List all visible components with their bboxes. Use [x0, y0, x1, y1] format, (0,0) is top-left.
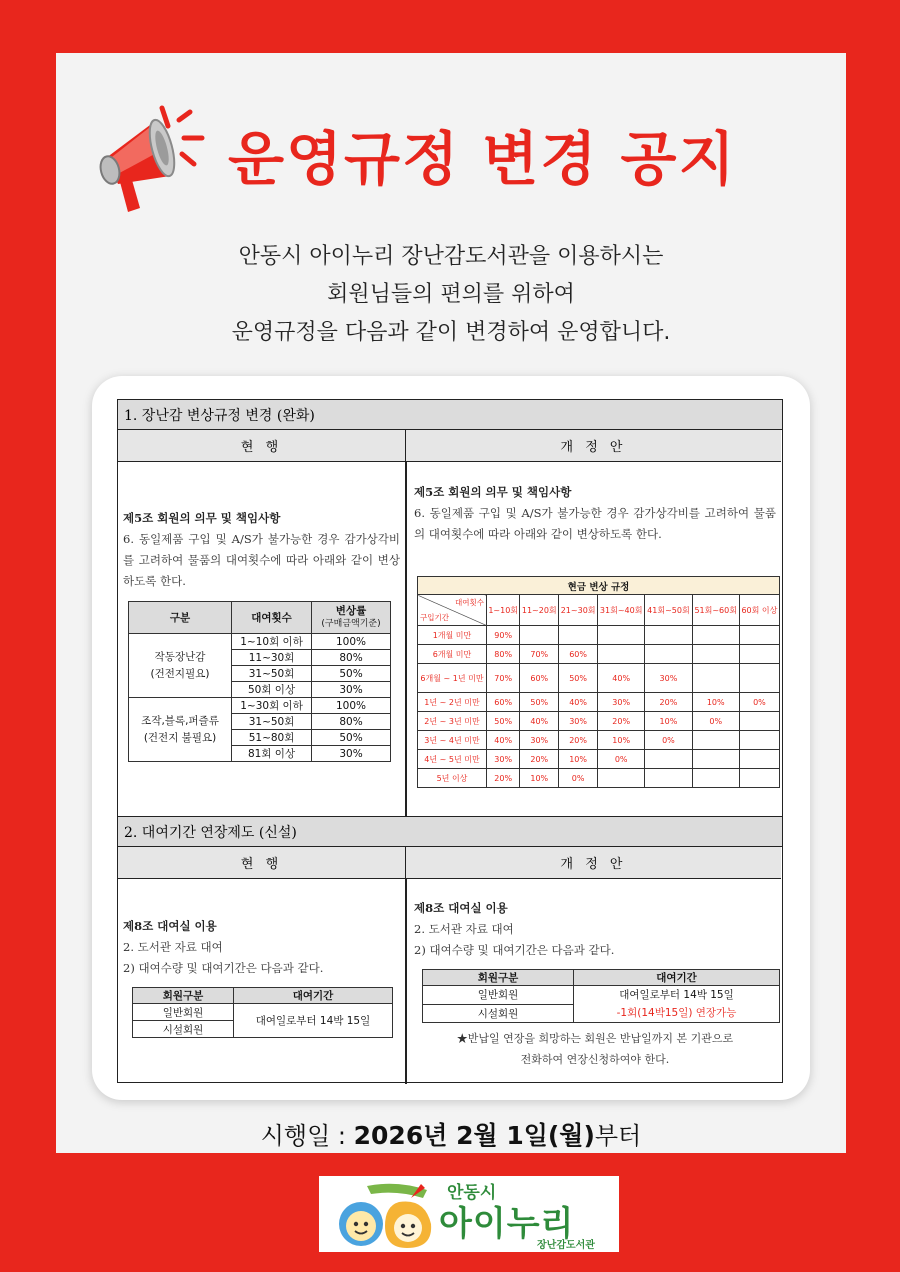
row-label: 6개월 미만	[418, 645, 487, 664]
section2-current-text	[123, 916, 400, 979]
section1-divider	[405, 462, 407, 816]
table-cell: 70%	[520, 645, 559, 664]
table-cell: 0%	[645, 731, 692, 750]
table-header	[312, 602, 391, 634]
table-cell: 50%	[312, 666, 391, 682]
article-body: 6. 동일제품 구입 및 A/S가 불가능한 경우 감가상각비를 고려하여 물품의 대여횟수에 따라 아래와 같이 변상하도록 한다.	[414, 506, 776, 541]
table-cell: 31~50회	[232, 714, 312, 730]
table-cell: 30%	[312, 682, 391, 698]
table-cell: 50%	[312, 730, 391, 746]
table-cell	[692, 769, 739, 788]
rental-period-table-current	[132, 987, 393, 1038]
table-cell: 0%	[598, 750, 645, 769]
table-cell	[692, 664, 739, 693]
cash-compensation-table	[417, 576, 780, 788]
megaphone-icon	[84, 100, 214, 220]
table-cell: 51~80회	[232, 730, 312, 746]
regulation-frame	[117, 399, 783, 1083]
table-row	[418, 693, 780, 712]
article-line: 2. 도서관 자료 대여	[123, 940, 223, 954]
group-label-sub: (건전지 불필요)	[143, 731, 217, 744]
table-cell	[520, 626, 559, 645]
logo-name: 아이누리	[439, 1204, 575, 1244]
extension-note	[414, 1028, 776, 1070]
table-cell: 1~30회 이하	[232, 698, 312, 714]
table-cell	[692, 750, 739, 769]
table-cell	[739, 731, 779, 750]
table-cell: 10%	[559, 750, 598, 769]
table-cell: 10%	[645, 712, 692, 731]
mascot-icon	[327, 1176, 447, 1252]
table-header: 구분	[129, 602, 232, 634]
section1-current-text	[123, 508, 400, 592]
table-header: 대여기간	[234, 988, 393, 1004]
table-cell: 40%	[598, 664, 645, 693]
intro-line: 안동시 아이누리 장난감도서관을 이용하시는	[238, 244, 664, 269]
section2-title: 2. 대여기간 연장제도 (신설)	[118, 817, 782, 847]
article-heading: 제5조 회원의 의무 및 책임사항	[414, 485, 572, 499]
table-cell	[645, 626, 692, 645]
table-cell: 30%	[645, 664, 692, 693]
table-cell	[598, 769, 645, 788]
section1-title: 1. 장난감 변상규정 변경 (완화)	[118, 400, 782, 430]
table-cell: 90%	[487, 626, 520, 645]
table-cell	[739, 769, 779, 788]
table-cell	[645, 750, 692, 769]
table-cell: 50%	[520, 693, 559, 712]
column-header: 1~10회	[487, 595, 520, 626]
table-header-sub: (구매금액기준)	[321, 618, 381, 629]
table-row	[418, 712, 780, 731]
table-cell: 시설회원	[133, 1021, 234, 1038]
table-cell: 60%	[559, 645, 598, 664]
effective-suffix: 부터	[594, 1122, 642, 1150]
table-cell: 30%	[520, 731, 559, 750]
section2-revised-text	[414, 898, 776, 961]
group-label	[129, 698, 232, 762]
row-label: 4년 ~ 5년 미만	[418, 750, 487, 769]
table-cell	[692, 626, 739, 645]
column-header: 21~30회	[559, 595, 598, 626]
corner-cell	[418, 595, 487, 626]
row-label: 6개월 ~ 1년 미만	[418, 664, 487, 693]
article-line: 2) 대여수량 및 대여기간은 다음과 같다.	[123, 961, 324, 975]
table-cell: 80%	[312, 714, 391, 730]
table-cell: 31~50회	[232, 666, 312, 682]
table-cell: 40%	[520, 712, 559, 731]
table-cell: 0%	[739, 693, 779, 712]
article-line: 2. 도서관 자료 대여	[414, 922, 514, 936]
table-cell	[598, 645, 645, 664]
effective-date	[56, 1116, 846, 1152]
table-cell: 60%	[520, 664, 559, 693]
table-cell	[739, 712, 779, 731]
table-cell: 70%	[487, 664, 520, 693]
table-cell: 0%	[692, 712, 739, 731]
effective-prefix: 시행일 :	[260, 1122, 354, 1150]
table-cell: 50%	[559, 664, 598, 693]
table-cell: 30%	[487, 750, 520, 769]
rental-period-table-revised	[422, 969, 780, 1023]
section1-current-header: 현 행	[118, 430, 406, 462]
article-heading: 제8조 대여실 이용	[123, 919, 217, 933]
period-text: 대여일로부터 14박 15일	[619, 989, 734, 1001]
table-cell: 50회 이상	[232, 682, 312, 698]
note-line: 전화하여 연장신청하여야 한다.	[520, 1053, 670, 1066]
table-cell: 20%	[645, 693, 692, 712]
table-row	[418, 626, 780, 645]
section2-revised-header: 개 정 안	[406, 847, 781, 879]
table-cell: 40%	[559, 693, 598, 712]
article-body: 6. 동일제품 구입 및 A/S가 불가능한 경우 감가상각비를 고려하여 물품의 대여횟수에 따라 아래와 같이 변상하도록 한다.	[123, 532, 400, 588]
table-header: 대여기간	[574, 970, 780, 986]
extension-text: -1회(14박15일) 연장가능	[616, 1007, 737, 1019]
section2-current-header: 현 행	[118, 847, 406, 879]
intro-line: 회원님들의 편의를 위하여	[327, 282, 575, 307]
table-cell: 80%	[487, 645, 520, 664]
table-row	[418, 769, 780, 788]
row-label: 1개월 미만	[418, 626, 487, 645]
group-label-sub: (건전지필요)	[150, 667, 210, 680]
row-label: 3년 ~ 4년 미만	[418, 731, 487, 750]
intro-text	[56, 238, 846, 352]
table-cell: 11~30회	[232, 650, 312, 666]
table-header: 회원구분	[423, 970, 574, 986]
table-cell: 20%	[598, 712, 645, 731]
column-header: 51회~60회	[692, 595, 739, 626]
row-label: 5년 이상	[418, 769, 487, 788]
column-header: 41회~50회	[645, 595, 692, 626]
corner-bottom: 구입기간	[420, 613, 449, 622]
table-cell	[739, 664, 779, 693]
column-header: 60회 이상	[739, 595, 779, 626]
table-cell: 100%	[312, 634, 391, 650]
table-cell: 40%	[487, 731, 520, 750]
row-label: 1년 ~ 2년 미만	[418, 693, 487, 712]
column-header: 31회~40회	[598, 595, 645, 626]
library-logo	[319, 1176, 619, 1252]
compensation-table-current	[128, 601, 391, 762]
page-title: 운영규정 변경 공지	[228, 125, 737, 193]
table-row	[418, 750, 780, 769]
table-cell: 1~10회 이하	[232, 634, 312, 650]
table-cell: 30%	[559, 712, 598, 731]
table-cell	[598, 626, 645, 645]
table-cell: 10%	[692, 693, 739, 712]
table-header-main: 변상률	[335, 604, 367, 617]
article-heading: 제8조 대여실 이용	[414, 901, 508, 915]
table-cell	[739, 750, 779, 769]
table-cell: 시설회원	[423, 1004, 574, 1023]
table-cell: 100%	[312, 698, 391, 714]
effective-date-value: 2026년 2월 1일(월)	[353, 1121, 595, 1150]
table-cell	[739, 645, 779, 664]
table-cell	[559, 626, 598, 645]
table-cell: 30%	[312, 746, 391, 762]
article-line: 2) 대여수량 및 대여기간은 다음과 같다.	[414, 943, 615, 957]
note-line: ★반납일 연장을 희망하는 회원은 반납일까지 본 기관으로	[456, 1032, 734, 1045]
table-cell: 일반회원	[423, 986, 574, 1005]
table-cell	[574, 986, 780, 1023]
group-label-main: 작동장난감	[154, 650, 206, 663]
table-header: 대여횟수	[232, 602, 312, 634]
section2-divider	[405, 879, 407, 1084]
table-cell: 10%	[598, 731, 645, 750]
corner-top: 대여횟수	[455, 598, 484, 607]
table-cell: 80%	[312, 650, 391, 666]
article-heading: 제5조 회원의 의무 및 책임사항	[123, 511, 281, 525]
table-cell: 20%	[487, 769, 520, 788]
column-header: 11~20회	[520, 595, 559, 626]
table-cell: 30%	[598, 693, 645, 712]
table-cell	[692, 731, 739, 750]
logo-sub: 장난감도서관	[537, 1240, 595, 1251]
section1-revised-header: 개 정 안	[406, 430, 781, 462]
table-row	[418, 664, 780, 693]
table-cell: 81회 이상	[232, 746, 312, 762]
intro-line: 운영규정을 다음과 같이 변경하여 운영합니다.	[231, 320, 671, 345]
section1-revised-text	[414, 482, 776, 545]
table-cell	[645, 769, 692, 788]
table-cell: 일반회원	[133, 1004, 234, 1021]
group-label	[129, 634, 232, 698]
table-cell	[739, 626, 779, 645]
logo-city: 안동시	[447, 1183, 497, 1203]
row-label: 2년 ~ 3년 미만	[418, 712, 487, 731]
table-row	[418, 645, 780, 664]
table-header: 회원구분	[133, 988, 234, 1004]
table-cell	[645, 645, 692, 664]
table-row	[418, 731, 780, 750]
table-cell: 대여일로부터 14박 15일	[234, 1004, 393, 1038]
table-cell: 60%	[487, 693, 520, 712]
table-cell	[692, 645, 739, 664]
table-cell: 50%	[487, 712, 520, 731]
table-cell: 0%	[559, 769, 598, 788]
table-cell: 10%	[520, 769, 559, 788]
table-cell: 20%	[559, 731, 598, 750]
table-caption: 현금 변상 규정	[418, 577, 780, 595]
group-label-main: 조작,블록,퍼즐류	[141, 714, 219, 727]
table-cell: 20%	[520, 750, 559, 769]
